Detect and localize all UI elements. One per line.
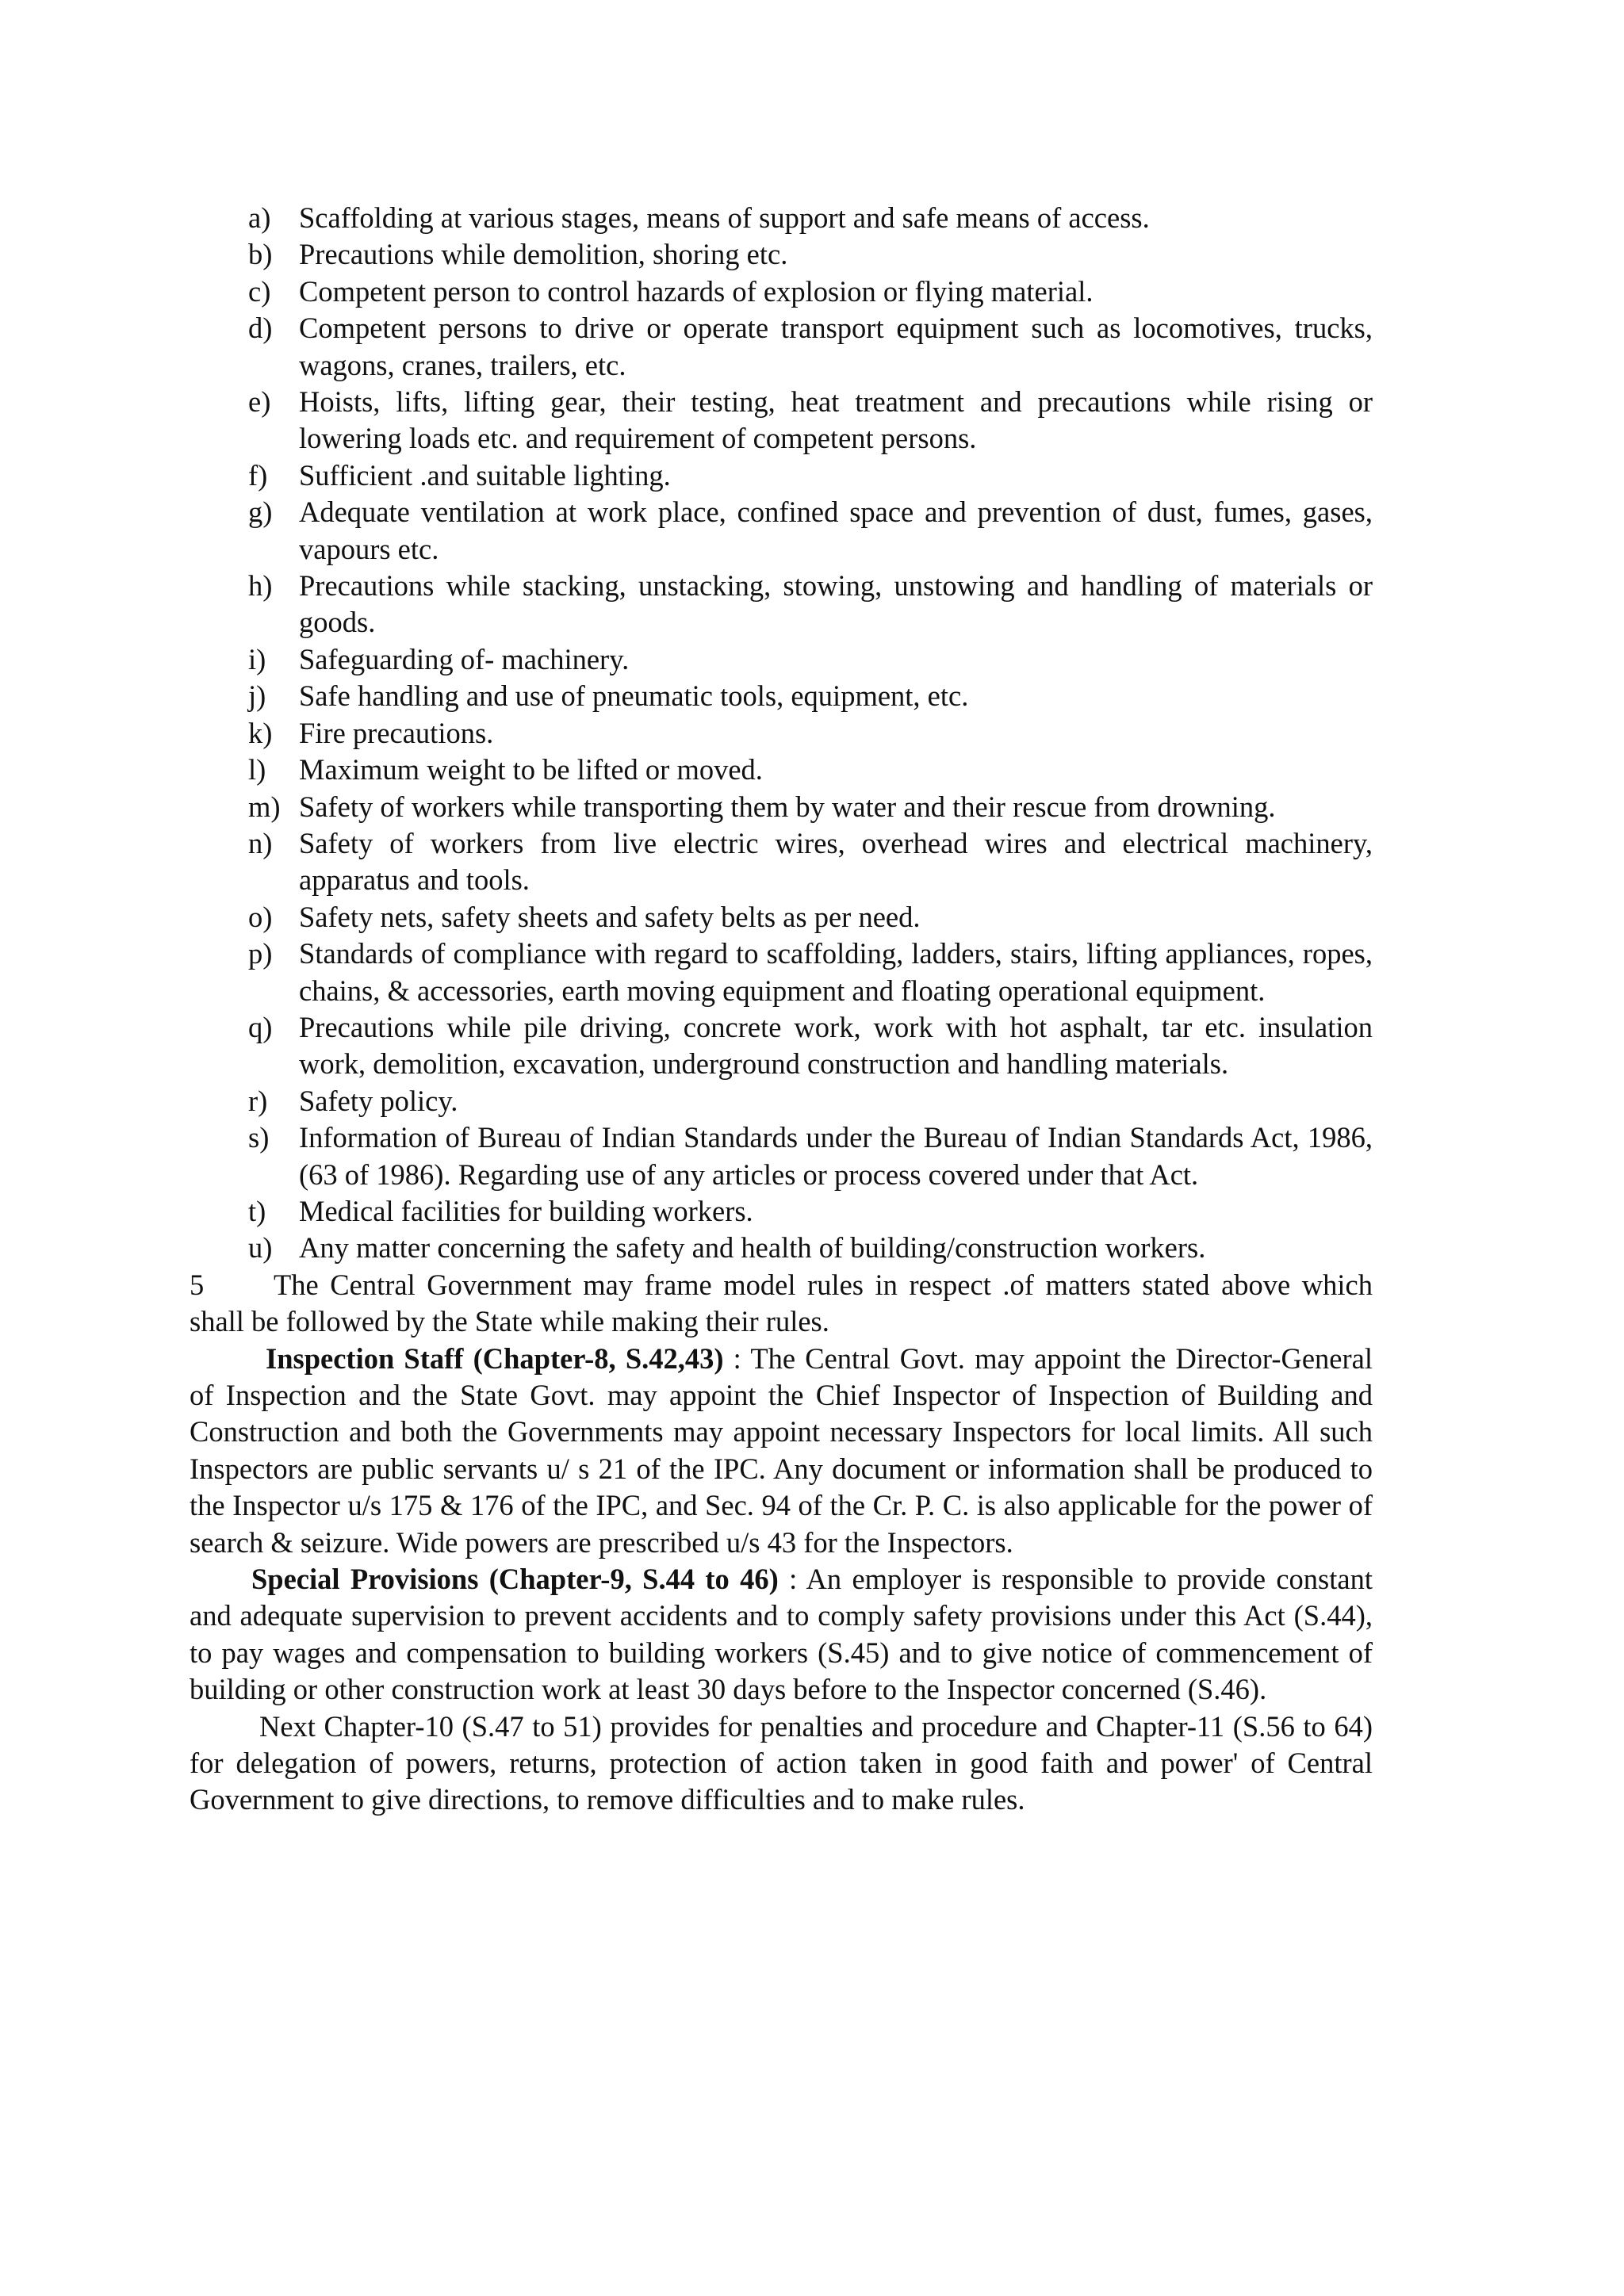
list-item-text: Precautions while pile driving, concrete work, work with hot asphalt, tar etc. insulation work, demolition, excavation, underground construction and handling materials. (299, 1010, 1373, 1081)
list-marker: g) (248, 496, 273, 529)
list-marker: n) (248, 826, 273, 859)
list-marker: i) (248, 642, 266, 675)
list-marker: u) (248, 1231, 273, 1265)
paragraph-5-text: The Central Government may frame model rules in respect .of matters stated above which shall be followed by the State while making their rules. (190, 1268, 1373, 1338)
list-item-text: Medical facilities for building workers. (299, 1194, 753, 1227)
list-item (190, 715, 1373, 752)
list-item-text: Maximum weight to be lifted or moved. (299, 753, 763, 786)
list-marker: p) (248, 937, 273, 970)
list-item (190, 200, 1373, 236)
inspection-staff-paragraph (190, 1341, 1373, 1561)
list-item (190, 752, 1373, 788)
list-item-text: Safe handling and use of pneumatic tools, equipment, etc. (299, 679, 969, 713)
list-item-text: Sufficient .and suitable lighting. (299, 458, 671, 492)
list-marker: b) (248, 238, 273, 271)
list-item (190, 1119, 1373, 1193)
list-item-text: Scaffolding at various stages, means of support and safe means of access. (299, 201, 1150, 234)
document-page (190, 200, 1373, 1819)
list-marker: q) (248, 1010, 273, 1043)
list-marker: s) (248, 1121, 270, 1154)
list-item (190, 568, 1373, 641)
list-item (190, 274, 1373, 310)
list-item-text: Safety policy. (299, 1084, 458, 1117)
list-item (190, 494, 1373, 568)
list-item (190, 899, 1373, 936)
list-item-text: Fire precautions. (299, 716, 494, 749)
list-marker: t) (248, 1194, 266, 1227)
list-item (190, 384, 1373, 457)
list-marker: r) (248, 1084, 268, 1117)
list-item-text: Hoists, lifts, lifting gear, their testing, heat treatment and precautions while rising or lowering loads etc. and requirement of competent persons. (299, 385, 1373, 455)
list-item-text: Safety of workers from live electric wires, overhead wires and electrical machinery, apparatus and tools. (299, 826, 1373, 897)
list-item-text: Precautions while demolition, shoring etc. (299, 238, 788, 271)
safety-matters-list (190, 200, 1373, 1267)
list-item (190, 641, 1373, 678)
paragraph-5 (190, 1267, 1373, 1341)
list-marker: c) (248, 274, 271, 308)
list-item-text: Standards of compliance with regard to scaffolding, ladders, stairs, lifting appliances, ropes, chains, & accessories, earth moving equipment and floating operational equipment. (299, 937, 1373, 1007)
list-item (190, 457, 1373, 494)
special-provisions-text: : An employer is responsible to provide constant and adequate supervision to prevent accidents and to comply safety provisions under this Act (S.44), to pay wages and compensation to building workers (S.45) and to give notice of commencement of building or other construction work at least 30 days before to the Inspector concerned (S.46). (190, 1563, 1373, 1706)
list-item (190, 825, 1373, 899)
list-marker: l) (248, 753, 266, 786)
inspection-staff-text: : The Central Govt. may appoint the Director-General of Inspection and the State Govt. may appoint the Chief Inspector of Inspection of Building and Construction and both the Governments may appoint necessary Inspectors for local limits. All such Inspectors are public servants u/ s 21 of the IPC. Any document or information shall be produced to the Inspector u/s 175 & 176 of the IPC, and Sec. 94 of the Cr. P. C. is also applicable for the power of search & seizure. Wide powers are prescribed u/s 43 for the Inspectors. (190, 1341, 1373, 1559)
list-item-text: Safety of workers while transporting them by water and their rescue from drowning. (299, 790, 1276, 823)
inspection-staff-heading: Inspection Staff (Chapter-8, S.42,43) (266, 1341, 724, 1375)
list-item-text: Adequate ventilation at work place, confined space and prevention of dust, fumes, gases, vapours etc. (299, 496, 1373, 565)
list-marker: d) (248, 312, 273, 345)
list-item (190, 936, 1373, 1009)
list-item-text: Safety nets, safety sheets and safety belts as per need. (299, 900, 921, 933)
list-item-text: Any matter concerning the safety and health of building/construction workers. (299, 1231, 1206, 1265)
list-item (190, 1230, 1373, 1266)
list-item-text: Competent person to control hazards of explosion or flying material. (299, 274, 1094, 308)
list-marker: k) (248, 716, 273, 749)
list-item (190, 789, 1373, 825)
list-item (190, 1083, 1373, 1119)
list-marker: e) (248, 385, 271, 419)
list-marker: f) (248, 458, 268, 492)
next-chapter-paragraph (190, 1709, 1373, 1819)
list-item (190, 1193, 1373, 1230)
list-item (190, 310, 1373, 384)
list-marker: j) (248, 679, 266, 713)
special-provisions-paragraph (190, 1561, 1373, 1709)
list-item (190, 236, 1373, 273)
list-item-text: Precautions while stacking, unstacking, stowing, unstowing and handling of materials or goods. (299, 569, 1373, 639)
list-marker: o) (248, 900, 273, 933)
list-marker: a) (248, 201, 271, 234)
list-item (190, 678, 1373, 714)
list-item (190, 1009, 1373, 1083)
special-provisions-heading: Special Provisions (Chapter-9, S.44 to 46) (251, 1563, 779, 1596)
list-item-text: Competent persons to drive or operate transport equipment such as locomotives, trucks, wagons, cranes, trailers, etc. (299, 312, 1373, 381)
list-marker: h) (248, 569, 273, 603)
list-marker: m) (248, 790, 281, 823)
paragraph-number: 5 (190, 1268, 205, 1301)
next-chapter-text: Next Chapter-10 (S.47 to 51) provides for penalties and procedure and Chapter-11 (S.56 to 64) for delegation of powers, returns, protection of action taken in good faith and power' of Central Government to give directions, to remove difficulties and to make rules. (190, 1709, 1373, 1816)
list-item-text: Safeguarding of- machinery. (299, 642, 630, 675)
list-item-text: Information of Bureau of Indian Standards under the Bureau of Indian Standards Act, 1986, (63 of 1986). Regarding use of any articles or process covered under that Act. (299, 1121, 1373, 1191)
